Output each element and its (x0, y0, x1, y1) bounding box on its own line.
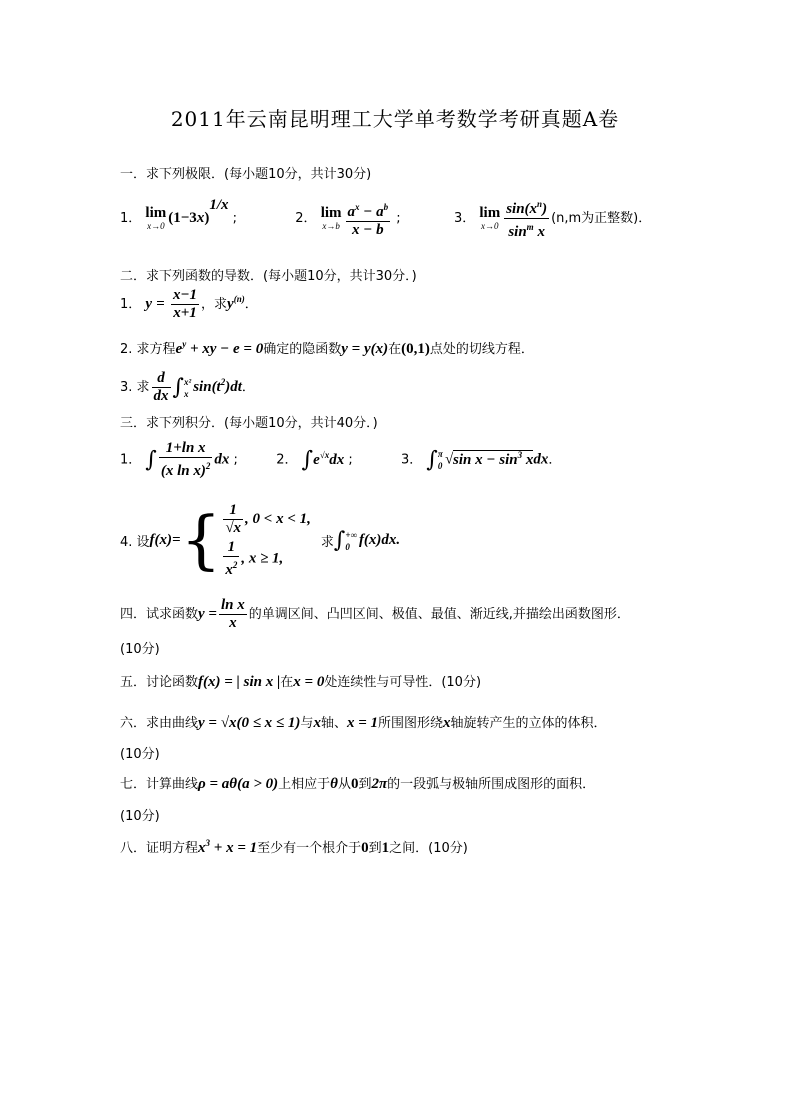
section-3-heading: 三．求下列积分．(每小题10分，共计40分．) (120, 416, 378, 431)
text: 求 (320, 535, 334, 550)
fraction: $\frac{1}{√x}$ (225, 502, 242, 536)
fraction: $\frac{\sin(x^n)}{\sin^m x}$ (504, 196, 549, 241)
text: 在 (280, 675, 294, 690)
note: (n,m为正整数)． (551, 211, 652, 226)
section-4-score: (10分) (120, 642, 160, 657)
problem-number: 1． (120, 211, 142, 226)
text: 的单调区间、凸凹区间、极值、最值、渐近线,并描绘出函数图形． (248, 607, 630, 622)
text: 上相应于 (278, 777, 331, 792)
section-7: 七．计算曲线ρ = aθ(a > 0)上相应于θ从0到2π的一段弧与极轴所围成图形的面积． (120, 776, 596, 792)
fraction: $\frac{d}{dx}$ (153, 370, 169, 404)
text: 六．求由曲线 (120, 716, 199, 731)
section-3-q4: 4. 设f(x)={ $\frac{1}{√x}$ , 0 < x < 1, $\frac{1}{x^2}$ , x ≥ 1, 求∫ +∞ 0 f(x)dx. (120, 500, 400, 581)
section-5: 五．讨论函数f(x) = | sin x |在x = 0处连续性与可导性．(10分) (120, 674, 482, 690)
section-7-score: (10分) (120, 809, 160, 824)
text: 至少有一个根介于 (257, 841, 362, 856)
text: 轴、 (320, 716, 347, 731)
limit-2: lim x→b (320, 205, 342, 231)
problem-number: 2． (276, 452, 298, 468)
fraction: $\frac{x-1}{x+1}$ (172, 287, 198, 321)
text: 在 (388, 342, 402, 357)
section-2-q2: 2. 求方程$e^y$ + xy − e = 0确定的隐函数y = y(x)在(0,1)点处的切线方程． (120, 339, 534, 357)
text: 所围图形绕 (378, 716, 444, 731)
section-6-score: (10分) (120, 747, 160, 762)
text: 确定的隐函数 (263, 342, 342, 357)
problem-number: 1． (120, 297, 142, 312)
text: 八．证明方程 (120, 841, 199, 856)
section-2-q3: 3. 求 $\frac{d}{dx}$ ∫ x² x $\sin(t^2)dt$． (120, 370, 255, 404)
text: 处连续性与可导性．(10分) (324, 675, 482, 690)
limit-3: lim x→0 (479, 205, 501, 231)
fraction: $\frac{\text{ln x}}{x}$ (220, 597, 245, 631)
text: 七．计算曲线 (120, 777, 199, 792)
text: 4. 设 (120, 535, 150, 550)
text: 到 (358, 777, 372, 792)
text: 轴旋转产生的立体的体积． (450, 716, 607, 731)
section-6: 六．求由曲线y = √x(0 ≤ x ≤ 1)与x轴、x = 1所围图形绕x轴旋转产生的立体的体积． (120, 715, 607, 731)
problem-number: 3． (453, 211, 476, 226)
text: 到 (368, 841, 382, 856)
text: 2. 求方程 (120, 342, 176, 357)
text: 3. 求 (120, 380, 150, 395)
section-1-problems: 1． lim x→0 $(1-3x)^{1/x}$ ; 2． lim x→b $\frac{a^x - a^b}{x - b}$ ; 3． lim x→0 $\frac{\sin(x^n)}{\sin^m x}$ (n,m为正整数)． (120, 196, 652, 240)
problem-number: 3． (401, 452, 423, 468)
fraction: $\frac{\text{1+ln x}}{(x \ln x)^2}$ (160, 440, 211, 479)
section-4: 四．试求函数y = $\frac{\text{ln x}}{x}$ 的单调区间、凸凹区间、极值、最值、渐近线,并描绘出函数图形． (120, 597, 630, 631)
fraction: $\frac{a^x - a^b}{x - b}$ (346, 199, 391, 239)
text: 之间．(10分) (389, 841, 468, 856)
section-8: 八．证明方程$x^3 + x = 1$至少有一个根介于0到1之间．(10分) (120, 838, 468, 856)
section-3-q123: 1． ∫ $\frac{\text{1+ln x}}{(x \ln x)^2}$ dx ; 2． $\int e^{√x}dx$ ; 3． ∫ π 0 √sin $x - \sin^3$ xdx． (120, 440, 562, 479)
text: 从 (337, 777, 351, 792)
text: 四．试求函数 (120, 607, 199, 622)
text: ，求 (201, 297, 228, 312)
limit-1: lim x→0 (145, 205, 167, 231)
section-2-heading: 二．求下列函数的导数．(每小题10分，共计30分．) (120, 269, 417, 284)
problem-number: 1． (120, 452, 142, 468)
text: 与 (300, 716, 314, 731)
fraction: $\frac{1}{x^2}$ (225, 539, 238, 578)
section-2-q1: 1． y = $\frac{x-1}{x+1}$ ，求$y^{(n)}$． (120, 287, 258, 321)
page-title: 2011年云南昆明理工大学单考数学考研真题A卷 (170, 107, 620, 131)
section-1-heading: 一．求下列极限．(每小题10分，共计30分) (120, 167, 372, 182)
text: 的一段弧与极轴所围成图形的面积． (387, 777, 596, 792)
text: 五．讨论函数 (120, 675, 199, 690)
problem-number: 2． (295, 211, 317, 226)
piecewise-cases: $\frac{1}{√x}$ , 0 < x < 1, $\frac{1}{x^2}$ , x ≥ 1, (225, 502, 311, 578)
text: 点处的切线方程． (429, 342, 534, 357)
